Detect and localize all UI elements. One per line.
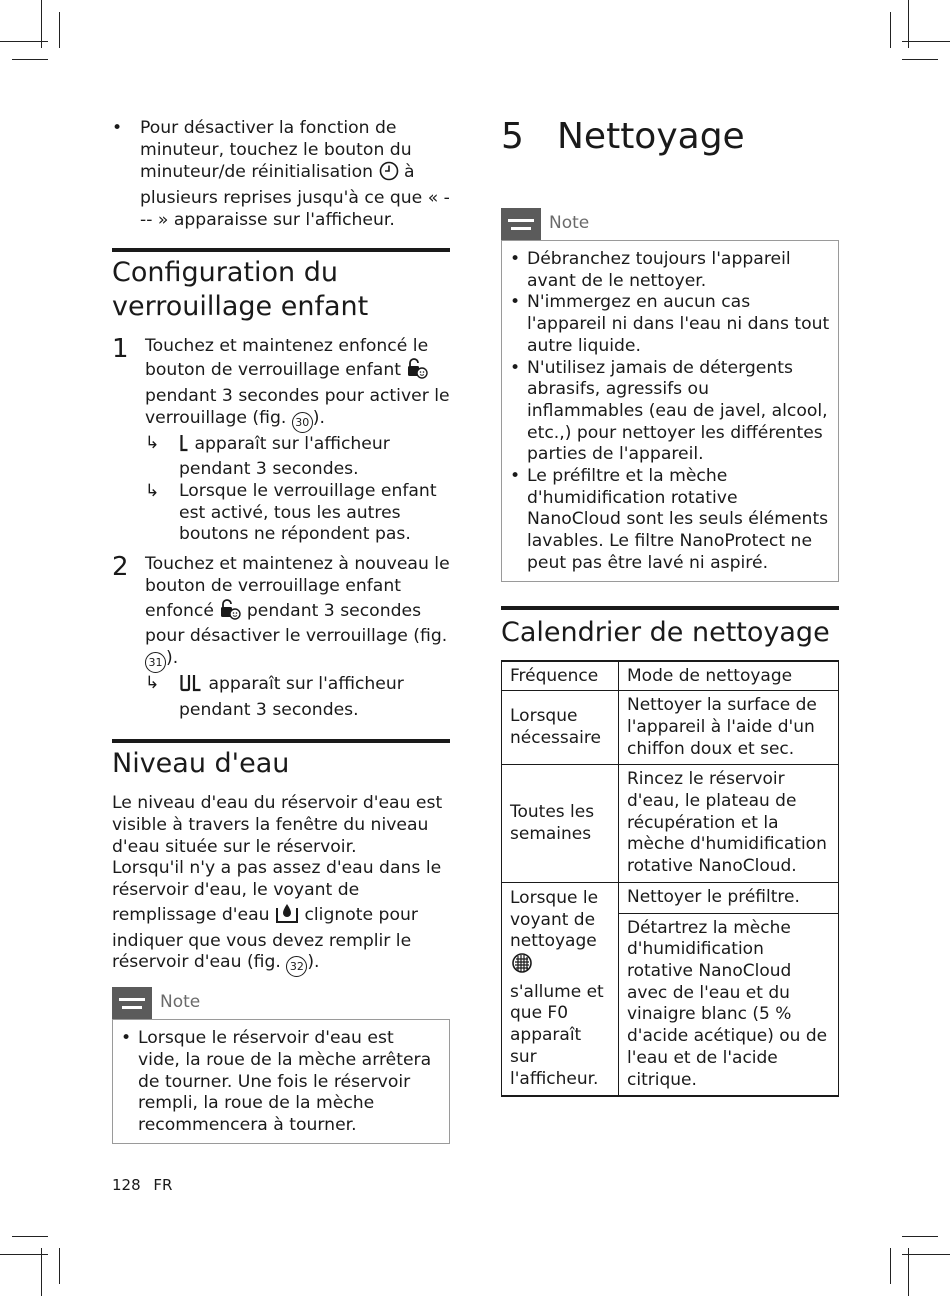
bullet-marker: •: [112, 118, 123, 138]
table-cell-frequency: Lorsque nécessaire: [502, 691, 619, 765]
right-column: [501, 110, 839, 1097]
step1-text-a: Touchez et maintenez enfoncé le bouton de verrouillage enfant: [145, 335, 429, 381]
table-cell-frequency: Toutes les semaines: [502, 765, 619, 883]
step2-text-a: Touchez et maintenez à nouveau le bouton de verrouillage enfant enfoncé: [145, 554, 450, 621]
table-cell-mode: Nettoyer le préfiltre.: [619, 882, 839, 913]
clock-icon: [379, 161, 399, 188]
cleaning-note: [501, 208, 839, 582]
figure-ref: 31: [145, 652, 166, 673]
note-item: • N'utilisez jamais de détergents abrasifs, agressifs ou inflammables (eau de javel, alcool, etc.,) pour nettoyer les différentes parties de l'appareil.: [510, 357, 828, 465]
water-refill-icon: [275, 902, 299, 931]
table-row: [502, 765, 839, 883]
child-lock-icon: [406, 357, 428, 386]
note-box: [501, 240, 839, 582]
step2-text-b: pendant 3 secondes pour désactiver le verrouillage (fig.: [145, 600, 448, 647]
step2-result-1: [145, 673, 450, 721]
step-1: 1 Touchez et maintenez enfoncé le bouton de verrouillage enfant pendant 3 secondes pour activer le verrouillage (fig. 30 ).: [112, 336, 450, 433]
note-box: [112, 1019, 450, 1144]
figure-ref: 30: [292, 412, 313, 433]
result-arrow-icon: ↳: [145, 481, 160, 502]
bullet-marker: •: [121, 1028, 132, 1049]
note-item: • N'immergez en aucun cas l'appareil ni dans l'eau ni dans tout autre liquide.: [510, 292, 830, 356]
table-row: [502, 691, 839, 765]
page-footer: [112, 1176, 172, 1194]
timer-text-a: Pour désactiver la fonction de minuteur, touchez le bouton du minuteur/de réinitialisation: [140, 118, 412, 183]
step1-result1-text: apparaît sur l'afficheur pendant 3 secondes.: [179, 433, 390, 480]
child-lock-title-line1: Configuration du: [112, 256, 338, 288]
step1-result-2: [145, 481, 450, 546]
note-item: • Débranchez toujours l'appareil avant de le nettoyer.: [510, 249, 791, 291]
section-rule: [501, 606, 839, 610]
table-cell-mode: Détartrez la mèche d'humidification rotative NanoCloud avec de l'eau et du vinaigre blanc (5 % d'acide acétique) ou de l'eau et de l'acide citrique.: [619, 913, 839, 1096]
step1-text-b: pendant 3 secondes pour activer le verrouillage (fig.: [145, 385, 450, 428]
table-cell-mode: Nettoyer la surface de l'appareil à l'aide d'un chiffon doux et sec.: [619, 691, 839, 765]
step2-result1-text: apparaît sur l'afficheur pendant 3 secondes.: [179, 673, 404, 720]
step-number: 1: [112, 333, 129, 364]
note-item: • Le préfiltre et la mèche d'humidification rotative NanoCloud sont les seuls éléments lavables. Le filtre NanoProtect ne peut pas être lavé ni aspiré.: [510, 466, 829, 573]
table-header-row: [502, 661, 839, 691]
table-header-mode: Mode de nettoyage: [619, 661, 839, 691]
left-column: [112, 118, 450, 1144]
timer-text-b: à plusieurs reprises jusqu'à ce que « --- » apparaisse sur l'afficheur.: [140, 162, 450, 230]
table-cell-frequency: Lorsque le voyant de nettoyage s'allume et que F0 apparaît sur l'afficheur.: [502, 882, 619, 1096]
note-label: Note: [160, 992, 201, 1013]
section-rule: [112, 739, 450, 743]
note-label: Note: [549, 213, 590, 234]
step1-result2-text: Lorsque le verrouillage enfant est activé, tous les autres boutons ne répondent pas.: [179, 481, 437, 545]
lock-display-L-icon: [179, 433, 189, 460]
chapter-heading: [501, 110, 839, 164]
note-header: [501, 208, 839, 240]
note-header: [112, 987, 450, 1019]
unlock-display-UL-icon: [179, 673, 203, 700]
figure-ref: 32: [286, 956, 307, 977]
child-lock-heading: [112, 256, 450, 324]
page-number: 128: [112, 1176, 141, 1194]
cleaning-schedule-table: [501, 660, 839, 1098]
step-number: 2: [112, 552, 129, 583]
water-note: [112, 987, 450, 1144]
child-lock-title-line2: verrouillage enfant: [112, 290, 369, 322]
language-code: FR: [153, 1176, 173, 1194]
calendar-heading: Calendrier de nettoyage: [501, 616, 830, 648]
water-paragraph-1: Le niveau d'eau du réservoir d'eau est visible à travers la fenêtre du niveau d'eau située sur le réservoir.: [112, 793, 443, 857]
cleaning-indicator-icon: [510, 953, 534, 982]
note-icon: [501, 208, 541, 240]
water-level-heading: Niveau d'eau: [112, 748, 290, 780]
result-arrow-icon: ↳: [145, 432, 160, 453]
chapter-title: Nettoyage: [557, 116, 745, 157]
note-icon: [112, 987, 152, 1019]
water-paragraph-2: Lorsqu'il n'y a pas assez d'eau dans le réservoir d'eau, le voyant de remplissage d'eau clignote pour indiquer que vous devez remplir le réservoir d'eau (fig. 32 ).: [112, 858, 450, 977]
table-cell-mode: Rincez le réservoir d'eau, le plateau de récupération et la mèche d'humidification rotative NanoCloud.: [619, 765, 839, 883]
note-item: Lorsque le réservoir d'eau est vide, la roue de la mèche arrêtera de tourner. Une fois le réservoir rempli, la roue de la mèche recommencera à tourner.: [138, 1028, 432, 1136]
step1-result-1: [145, 433, 450, 481]
result-arrow-icon: ↳: [145, 672, 160, 693]
table-header-frequency: Fréquence: [502, 661, 619, 691]
step-2: 2 Touchez et maintenez à nouveau le bouton de verrouillage enfant enfoncé pendant 3 secondes pour désactiver le verrouillage (fig. 31 ).: [112, 554, 450, 673]
chapter-number: 5: [501, 116, 524, 157]
section-rule: [112, 248, 450, 252]
table-row: [502, 882, 839, 913]
child-lock-icon: [219, 598, 241, 627]
timer-bullet: [112, 118, 450, 232]
